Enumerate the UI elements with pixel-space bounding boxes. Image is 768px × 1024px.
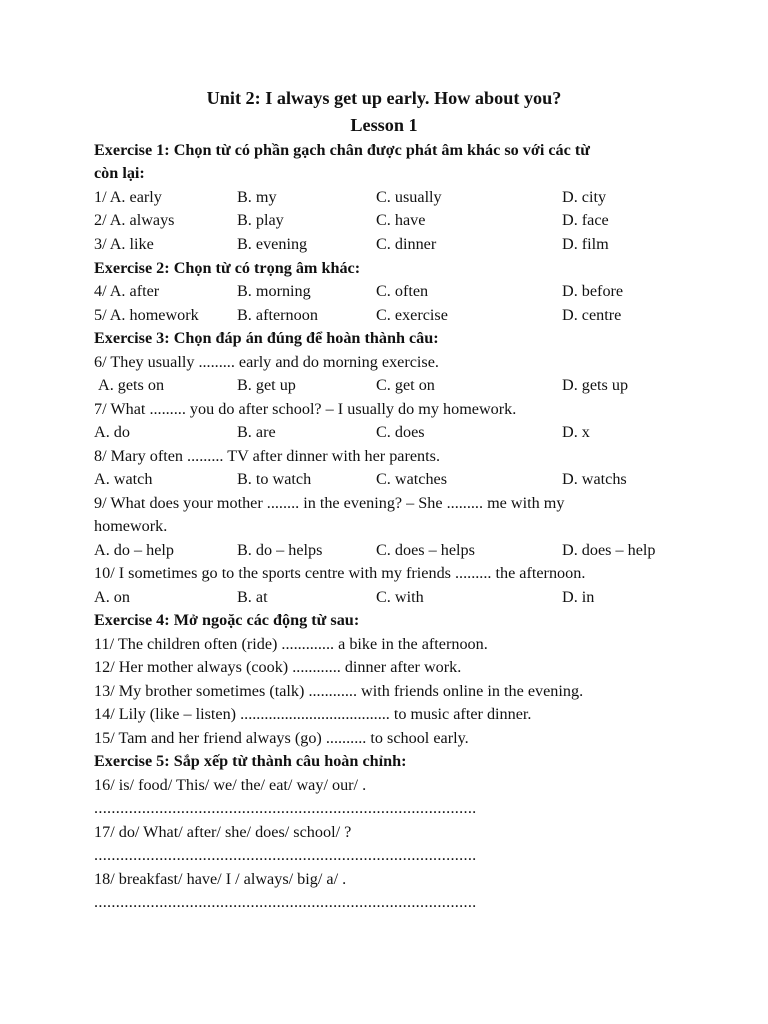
question-13: 13/ My brother sometimes (talk) ............ with friends online in the evening. — [94, 682, 584, 700]
option-a: A. do — [94, 423, 130, 441]
option-c: C. does – helps — [376, 541, 475, 559]
question-8: 8/ Mary often ......... TV after dinner with her parents. — [94, 447, 440, 465]
question-16: 16/ is/ food/ This/ we/ the/ eat/ way/ our/ . — [94, 776, 367, 794]
question-15: 15/ Tam and her friend always (go) .......... to school early. — [94, 729, 469, 747]
option-c: C. get on — [376, 376, 435, 394]
question-9: 9/ What does your mother ........ in the evening? – She ......... me with my — [94, 494, 565, 512]
option-b: B. to watch — [237, 470, 312, 488]
exercise-1-heading: Exercise 1: Chọn từ có phần gạch chân được phát âm khác so với các từ — [94, 141, 590, 159]
option-a: A. gets on — [98, 376, 165, 394]
question-14: 14/ Lily (like – listen) ..................................... to music after dinner. — [94, 705, 532, 723]
exercise-2-heading: Exercise 2: Chọn từ có trọng âm khác: — [94, 259, 361, 277]
option-a: 1/ A. early — [94, 188, 162, 206]
option-a: 3/ A. like — [94, 235, 154, 253]
exercise-3-heading: Exercise 3: Chọn đáp án đúng để hoàn thành câu: — [94, 329, 439, 347]
option-c: C. have — [376, 211, 426, 229]
option-b: B. my — [237, 188, 277, 206]
option-b: B. get up — [237, 376, 296, 394]
option-d: D. city — [562, 188, 607, 206]
exercise-1-heading-cont: còn lại: — [94, 164, 145, 182]
option-d: D. film — [562, 235, 609, 253]
answer-line-17: ........................................................................................ — [94, 846, 477, 864]
option-b: B. morning — [237, 282, 311, 300]
option-c: C. exercise — [376, 306, 448, 324]
option-b: B. do – helps — [237, 541, 323, 559]
lesson-title: Lesson 1 — [350, 115, 418, 135]
question-9-cont: homework. — [94, 517, 168, 535]
option-a: 2/ A. always — [94, 211, 175, 229]
question-6: 6/ They usually ......... early and do morning exercise. — [94, 353, 439, 371]
option-a: 5/ A. homework — [94, 306, 199, 324]
option-a: A. on — [94, 588, 130, 606]
question-7: 7/ What ......... you do after school? – I usually do my homework. — [94, 400, 517, 418]
question-11: 11/ The children often (ride) ............. a bike in the afternoon. — [94, 635, 488, 653]
option-c: C. with — [376, 588, 424, 606]
option-c: C. usually — [376, 188, 442, 206]
option-d: D. face — [562, 211, 609, 229]
option-b: B. are — [237, 423, 276, 441]
option-b: B. afternoon — [237, 306, 318, 324]
answer-line-18: ........................................................................................ — [94, 893, 477, 911]
page-title: Unit 2: I always get up early. How about you? — [206, 88, 562, 108]
exercise-5-heading: Exercise 5: Sắp xếp từ thành câu hoàn chỉnh: — [94, 752, 407, 770]
option-c: C. often — [376, 282, 429, 300]
option-b: B. play — [237, 211, 284, 229]
option-c: C. watches — [376, 470, 448, 488]
option-c: C. does — [376, 423, 425, 441]
answer-line-16: ........................................................................................ — [94, 799, 477, 817]
question-17: 17/ do/ What/ after/ she/ does/ school/ ? — [94, 823, 352, 841]
option-d: D. before — [562, 282, 624, 300]
question-12: 12/ Her mother always (cook) ............ dinner after work. — [94, 658, 462, 676]
option-a: 4/ A. after — [94, 282, 160, 300]
option-d: D. watchs — [562, 470, 627, 488]
option-b: B. at — [237, 588, 268, 606]
option-a: A. watch — [94, 470, 153, 488]
exercise-4-heading: Exercise 4: Mở ngoặc các động từ sau: — [94, 611, 360, 629]
option-d: D. centre — [562, 306, 622, 324]
question-10: 10/ I sometimes go to the sports centre with my friends ......... the afternoon. — [94, 564, 586, 582]
option-b: B. evening — [237, 235, 308, 253]
option-c: C. dinner — [376, 235, 437, 253]
option-d: D. does – help — [562, 541, 656, 559]
option-d: D. gets up — [562, 376, 629, 394]
option-d: D. x — [562, 423, 590, 441]
question-18: 18/ breakfast/ have/ I / always/ big/ a/ . — [94, 870, 347, 888]
option-d: D. in — [562, 588, 595, 606]
option-a: A. do – help — [94, 541, 175, 559]
